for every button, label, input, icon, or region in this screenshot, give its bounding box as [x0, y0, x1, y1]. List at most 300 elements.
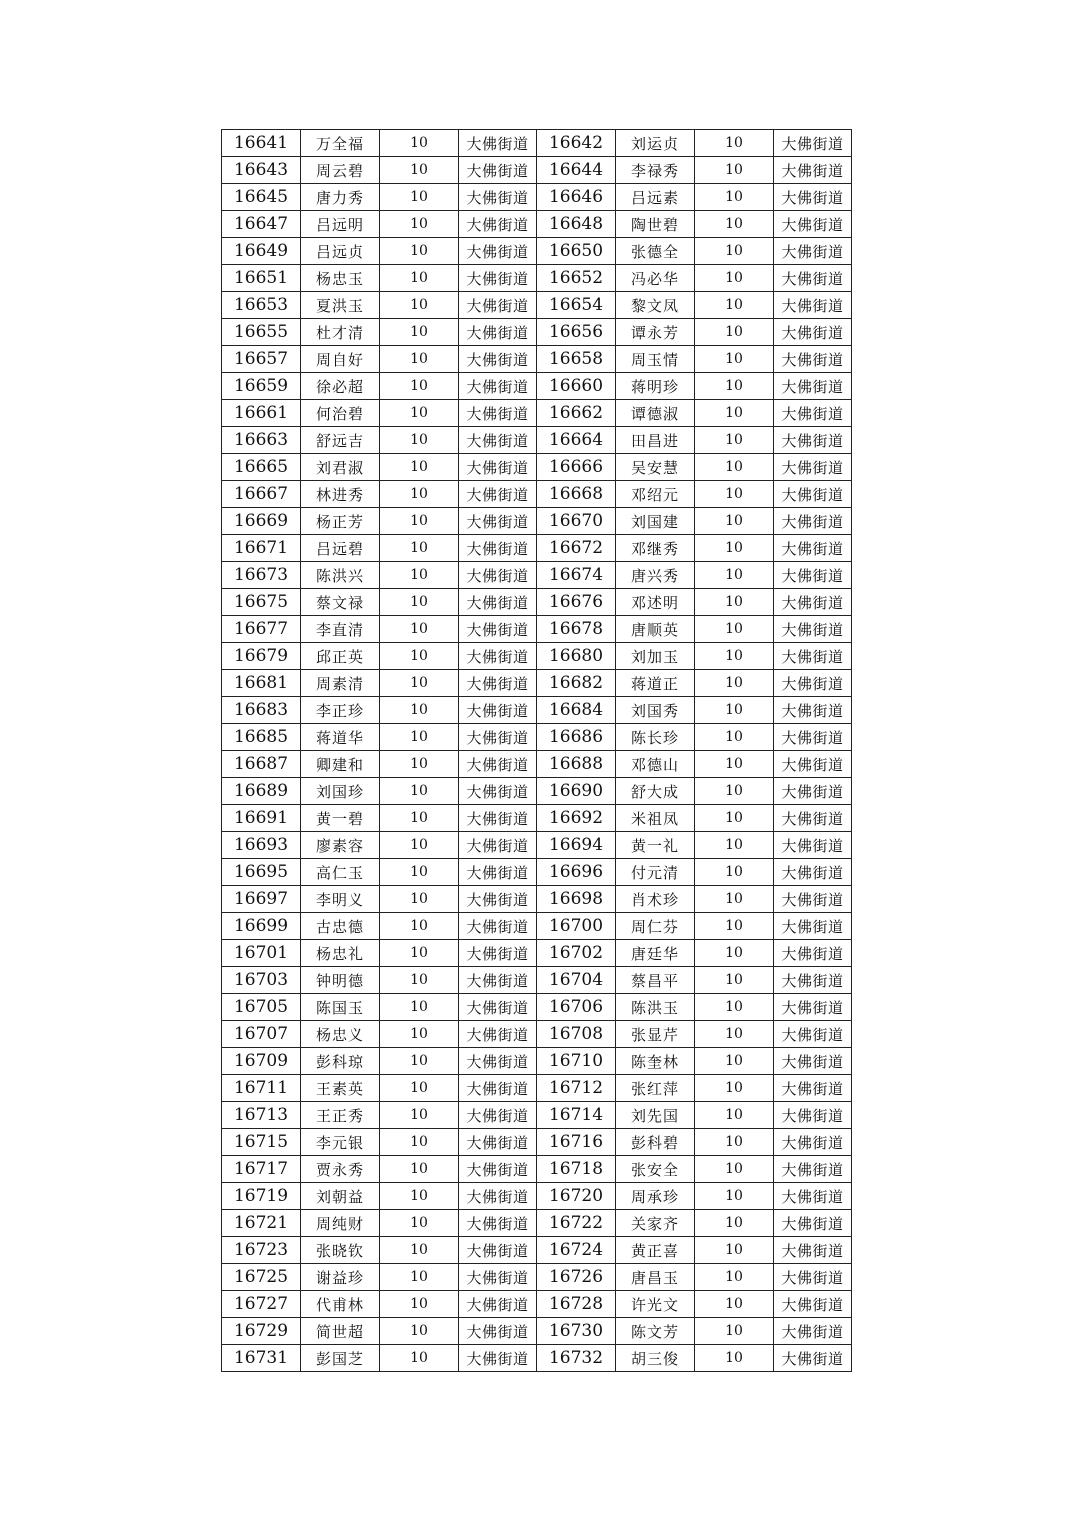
- table-row: [222, 1129, 852, 1156]
- amount-cell: 10: [380, 751, 459, 778]
- amount-cell: 10: [695, 670, 774, 697]
- amount-cell: 10: [380, 1345, 459, 1372]
- record-id-cell: 16713: [222, 1102, 301, 1129]
- person-name-cell: 吕远素: [616, 184, 695, 211]
- record-id-cell: 16709: [222, 1048, 301, 1075]
- street-cell: 大佛街道: [774, 994, 852, 1021]
- street-cell: 大佛街道: [774, 1075, 852, 1102]
- amount-cell: 10: [380, 994, 459, 1021]
- amount-cell: 10: [380, 319, 459, 346]
- record-id-cell: 16730: [537, 1318, 616, 1345]
- street-cell: 大佛街道: [774, 940, 852, 967]
- street-cell: 大佛街道: [774, 1183, 852, 1210]
- street-cell: 大佛街道: [774, 454, 852, 481]
- table-row: [222, 859, 852, 886]
- person-name-cell: 蔡昌平: [616, 967, 695, 994]
- record-id-cell: 16729: [222, 1318, 301, 1345]
- person-name-cell: 胡三俊: [616, 1345, 695, 1372]
- record-id-cell: 16694: [537, 832, 616, 859]
- street-cell: 大佛街道: [774, 130, 852, 157]
- record-id-cell: 16714: [537, 1102, 616, 1129]
- person-name-cell: 周云碧: [301, 157, 380, 184]
- street-cell: 大佛街道: [774, 535, 852, 562]
- amount-cell: 10: [695, 400, 774, 427]
- amount-cell: 10: [380, 238, 459, 265]
- person-name-cell: 黄一礼: [616, 832, 695, 859]
- record-id-cell: 16687: [222, 751, 301, 778]
- street-cell: 大佛街道: [774, 508, 852, 535]
- amount-cell: 10: [695, 616, 774, 643]
- street-cell: 大佛街道: [459, 346, 537, 373]
- street-cell: 大佛街道: [774, 886, 852, 913]
- street-cell: 大佛街道: [774, 1291, 852, 1318]
- record-id-cell: 16656: [537, 319, 616, 346]
- table-row: [222, 1048, 852, 1075]
- amount-cell: 10: [380, 1075, 459, 1102]
- amount-cell: 10: [380, 292, 459, 319]
- street-cell: 大佛街道: [459, 751, 537, 778]
- street-cell: 大佛街道: [774, 1210, 852, 1237]
- amount-cell: 10: [695, 643, 774, 670]
- street-cell: 大佛街道: [774, 832, 852, 859]
- person-name-cell: 万全福: [301, 130, 380, 157]
- person-name-cell: 杨忠义: [301, 1021, 380, 1048]
- table-row: [222, 886, 852, 913]
- record-id-cell: 16682: [537, 670, 616, 697]
- street-cell: 大佛街道: [459, 373, 537, 400]
- person-name-cell: 米祖凤: [616, 805, 695, 832]
- amount-cell: 10: [695, 184, 774, 211]
- street-cell: 大佛街道: [774, 1264, 852, 1291]
- amount-cell: 10: [695, 886, 774, 913]
- person-name-cell: 黎文凤: [616, 292, 695, 319]
- table-row: [222, 724, 852, 751]
- street-cell: 大佛街道: [774, 238, 852, 265]
- record-id-cell: 16706: [537, 994, 616, 1021]
- person-name-cell: 周承珍: [616, 1183, 695, 1210]
- record-id-cell: 16731: [222, 1345, 301, 1372]
- person-name-cell: 黄正喜: [616, 1237, 695, 1264]
- person-name-cell: 谭永芳: [616, 319, 695, 346]
- amount-cell: 10: [380, 1318, 459, 1345]
- street-cell: 大佛街道: [459, 1129, 537, 1156]
- street-cell: 大佛街道: [459, 643, 537, 670]
- record-id-cell: 16653: [222, 292, 301, 319]
- amount-cell: 10: [695, 1264, 774, 1291]
- table-row: [222, 481, 852, 508]
- person-name-cell: 舒远吉: [301, 427, 380, 454]
- person-name-cell: 张晓钦: [301, 1237, 380, 1264]
- table-row: [222, 535, 852, 562]
- record-id-cell: 16667: [222, 481, 301, 508]
- street-cell: 大佛街道: [774, 346, 852, 373]
- record-id-cell: 16642: [537, 130, 616, 157]
- record-id-cell: 16643: [222, 157, 301, 184]
- person-name-cell: 冯必华: [616, 265, 695, 292]
- record-id-cell: 16698: [537, 886, 616, 913]
- person-name-cell: 李明义: [301, 886, 380, 913]
- record-id-cell: 16670: [537, 508, 616, 535]
- amount-cell: 10: [695, 940, 774, 967]
- person-name-cell: 唐廷华: [616, 940, 695, 967]
- person-name-cell: 陈洪玉: [616, 994, 695, 1021]
- person-name-cell: 彭科碧: [616, 1129, 695, 1156]
- record-id-cell: 16661: [222, 400, 301, 427]
- amount-cell: 10: [695, 1345, 774, 1372]
- street-cell: 大佛街道: [459, 184, 537, 211]
- amount-cell: 10: [695, 508, 774, 535]
- street-cell: 大佛街道: [459, 400, 537, 427]
- amount-cell: 10: [380, 1237, 459, 1264]
- record-id-cell: 16641: [222, 130, 301, 157]
- street-cell: 大佛街道: [459, 1210, 537, 1237]
- person-name-cell: 谭德淑: [616, 400, 695, 427]
- amount-cell: 10: [695, 1075, 774, 1102]
- person-name-cell: 蒋道华: [301, 724, 380, 751]
- amount-cell: 10: [380, 886, 459, 913]
- street-cell: 大佛街道: [459, 211, 537, 238]
- amount-cell: 10: [695, 778, 774, 805]
- person-name-cell: 李元银: [301, 1129, 380, 1156]
- record-id-cell: 16650: [537, 238, 616, 265]
- amount-cell: 10: [380, 670, 459, 697]
- amount-cell: 10: [380, 805, 459, 832]
- table-row: [222, 1264, 852, 1291]
- person-name-cell: 王正秀: [301, 1102, 380, 1129]
- person-name-cell: 许光文: [616, 1291, 695, 1318]
- table-row: [222, 616, 852, 643]
- street-cell: 大佛街道: [774, 1345, 852, 1372]
- person-name-cell: 蒋道正: [616, 670, 695, 697]
- street-cell: 大佛街道: [459, 562, 537, 589]
- record-id-cell: 16680: [537, 643, 616, 670]
- amount-cell: 10: [695, 157, 774, 184]
- street-cell: 大佛街道: [459, 454, 537, 481]
- record-id-cell: 16686: [537, 724, 616, 751]
- amount-cell: 10: [695, 130, 774, 157]
- amount-cell: 10: [380, 157, 459, 184]
- street-cell: 大佛街道: [774, 157, 852, 184]
- record-id-cell: 16683: [222, 697, 301, 724]
- person-name-cell: 唐昌玉: [616, 1264, 695, 1291]
- amount-cell: 10: [380, 616, 459, 643]
- street-cell: 大佛街道: [459, 265, 537, 292]
- person-name-cell: 张红萍: [616, 1075, 695, 1102]
- street-cell: 大佛街道: [459, 1021, 537, 1048]
- table-row: [222, 319, 852, 346]
- record-id-cell: 16695: [222, 859, 301, 886]
- street-cell: 大佛街道: [459, 1075, 537, 1102]
- person-name-cell: 吴安慧: [616, 454, 695, 481]
- person-name-cell: 张德全: [616, 238, 695, 265]
- table-row: [222, 157, 852, 184]
- amount-cell: 10: [695, 238, 774, 265]
- amount-cell: 10: [380, 535, 459, 562]
- street-cell: 大佛街道: [459, 1102, 537, 1129]
- amount-cell: 10: [380, 859, 459, 886]
- amount-cell: 10: [695, 859, 774, 886]
- amount-cell: 10: [695, 319, 774, 346]
- table-row: [222, 130, 852, 157]
- person-name-cell: 周纯财: [301, 1210, 380, 1237]
- table-row: [222, 589, 852, 616]
- person-name-cell: 蔡文禄: [301, 589, 380, 616]
- amount-cell: 10: [380, 481, 459, 508]
- amount-cell: 10: [695, 535, 774, 562]
- amount-cell: 10: [695, 1102, 774, 1129]
- amount-cell: 10: [380, 1291, 459, 1318]
- person-name-cell: 周玉情: [616, 346, 695, 373]
- person-name-cell: 刘国秀: [616, 697, 695, 724]
- amount-cell: 10: [695, 481, 774, 508]
- record-id-cell: 16685: [222, 724, 301, 751]
- table-row: [222, 292, 852, 319]
- table-row: [222, 373, 852, 400]
- record-id-cell: 16732: [537, 1345, 616, 1372]
- street-cell: 大佛街道: [459, 292, 537, 319]
- amount-cell: 10: [380, 265, 459, 292]
- amount-cell: 10: [695, 1021, 774, 1048]
- amount-cell: 10: [380, 589, 459, 616]
- person-name-cell: 古忠德: [301, 913, 380, 940]
- table-row: [222, 1291, 852, 1318]
- street-cell: 大佛街道: [774, 292, 852, 319]
- person-name-cell: 刘国珍: [301, 778, 380, 805]
- person-name-cell: 刘国建: [616, 508, 695, 535]
- person-name-cell: 高仁玉: [301, 859, 380, 886]
- street-cell: 大佛街道: [459, 319, 537, 346]
- record-id-cell: 16676: [537, 589, 616, 616]
- person-name-cell: 卿建和: [301, 751, 380, 778]
- amount-cell: 10: [380, 697, 459, 724]
- amount-cell: 10: [695, 1048, 774, 1075]
- amount-cell: 10: [695, 1156, 774, 1183]
- street-cell: 大佛街道: [774, 670, 852, 697]
- street-cell: 大佛街道: [459, 481, 537, 508]
- record-id-cell: 16710: [537, 1048, 616, 1075]
- person-name-cell: 杨忠玉: [301, 265, 380, 292]
- amount-cell: 10: [695, 427, 774, 454]
- person-name-cell: 彭科琼: [301, 1048, 380, 1075]
- record-id-cell: 16681: [222, 670, 301, 697]
- person-name-cell: 简世超: [301, 1318, 380, 1345]
- amount-cell: 10: [695, 832, 774, 859]
- person-name-cell: 杜才清: [301, 319, 380, 346]
- person-name-cell: 吕远碧: [301, 535, 380, 562]
- table-row: [222, 562, 852, 589]
- table-row: [222, 697, 852, 724]
- record-id-cell: 16708: [537, 1021, 616, 1048]
- table-row: [222, 454, 852, 481]
- street-cell: 大佛街道: [459, 238, 537, 265]
- person-name-cell: 刘先国: [616, 1102, 695, 1129]
- street-cell: 大佛街道: [774, 1129, 852, 1156]
- amount-cell: 10: [695, 1129, 774, 1156]
- amount-cell: 10: [380, 1156, 459, 1183]
- person-name-cell: 张显芹: [616, 1021, 695, 1048]
- record-id-cell: 16649: [222, 238, 301, 265]
- record-id-cell: 16691: [222, 805, 301, 832]
- record-id-cell: 16727: [222, 1291, 301, 1318]
- amount-cell: 10: [380, 913, 459, 940]
- table-row: [222, 643, 852, 670]
- record-id-cell: 16707: [222, 1021, 301, 1048]
- table-row: [222, 994, 852, 1021]
- record-id-cell: 16665: [222, 454, 301, 481]
- table-row: [222, 211, 852, 238]
- person-name-cell: 彭国芝: [301, 1345, 380, 1372]
- record-id-cell: 16718: [537, 1156, 616, 1183]
- amount-cell: 10: [380, 724, 459, 751]
- street-cell: 大佛街道: [774, 562, 852, 589]
- person-name-cell: 邓继秀: [616, 535, 695, 562]
- street-cell: 大佛街道: [774, 778, 852, 805]
- record-id-cell: 16678: [537, 616, 616, 643]
- person-name-cell: 刘君淑: [301, 454, 380, 481]
- person-name-cell: 李正珍: [301, 697, 380, 724]
- street-cell: 大佛街道: [459, 1318, 537, 1345]
- record-id-cell: 16723: [222, 1237, 301, 1264]
- table-row: [222, 1318, 852, 1345]
- street-cell: 大佛街道: [459, 130, 537, 157]
- amount-cell: 10: [380, 832, 459, 859]
- record-id-cell: 16666: [537, 454, 616, 481]
- table-row: [222, 238, 852, 265]
- table-row: [222, 265, 852, 292]
- street-cell: 大佛街道: [459, 778, 537, 805]
- person-name-cell: 王素英: [301, 1075, 380, 1102]
- record-id-cell: 16668: [537, 481, 616, 508]
- street-cell: 大佛街道: [459, 886, 537, 913]
- record-id-cell: 16671: [222, 535, 301, 562]
- record-id-cell: 16657: [222, 346, 301, 373]
- amount-cell: 10: [695, 1318, 774, 1345]
- record-id-cell: 16662: [537, 400, 616, 427]
- table-row: [222, 1021, 852, 1048]
- person-name-cell: 陈洪兴: [301, 562, 380, 589]
- roster-table-body: [222, 130, 852, 1372]
- street-cell: 大佛街道: [459, 1345, 537, 1372]
- table-row: [222, 751, 852, 778]
- amount-cell: 10: [380, 967, 459, 994]
- record-id-cell: 16673: [222, 562, 301, 589]
- amount-cell: 10: [380, 373, 459, 400]
- record-id-cell: 16722: [537, 1210, 616, 1237]
- street-cell: 大佛街道: [459, 508, 537, 535]
- person-name-cell: 刘朝益: [301, 1183, 380, 1210]
- person-name-cell: 周仁芬: [616, 913, 695, 940]
- record-id-cell: 16719: [222, 1183, 301, 1210]
- record-id-cell: 16660: [537, 373, 616, 400]
- street-cell: 大佛街道: [774, 427, 852, 454]
- record-id-cell: 16654: [537, 292, 616, 319]
- street-cell: 大佛街道: [459, 535, 537, 562]
- street-cell: 大佛街道: [774, 481, 852, 508]
- record-id-cell: 16697: [222, 886, 301, 913]
- street-cell: 大佛街道: [774, 1318, 852, 1345]
- street-cell: 大佛街道: [774, 805, 852, 832]
- person-name-cell: 吕远明: [301, 211, 380, 238]
- table-row: [222, 427, 852, 454]
- person-name-cell: 杨正芳: [301, 508, 380, 535]
- person-name-cell: 关家齐: [616, 1210, 695, 1237]
- amount-cell: 10: [380, 1210, 459, 1237]
- person-name-cell: 代甫林: [301, 1291, 380, 1318]
- table-row: [222, 1237, 852, 1264]
- table-row: [222, 913, 852, 940]
- table-row: [222, 508, 852, 535]
- record-id-cell: 16672: [537, 535, 616, 562]
- person-name-cell: 唐力秀: [301, 184, 380, 211]
- street-cell: 大佛街道: [459, 724, 537, 751]
- street-cell: 大佛街道: [774, 373, 852, 400]
- street-cell: 大佛街道: [459, 616, 537, 643]
- record-id-cell: 16658: [537, 346, 616, 373]
- street-cell: 大佛街道: [459, 1264, 537, 1291]
- record-id-cell: 16663: [222, 427, 301, 454]
- street-cell: 大佛街道: [774, 1102, 852, 1129]
- record-id-cell: 16696: [537, 859, 616, 886]
- street-cell: 大佛街道: [774, 697, 852, 724]
- street-cell: 大佛街道: [774, 751, 852, 778]
- person-name-cell: 蒋明珍: [616, 373, 695, 400]
- amount-cell: 10: [695, 589, 774, 616]
- amount-cell: 10: [695, 562, 774, 589]
- amount-cell: 10: [695, 913, 774, 940]
- street-cell: 大佛街道: [774, 319, 852, 346]
- record-id-cell: 16659: [222, 373, 301, 400]
- record-id-cell: 16716: [537, 1129, 616, 1156]
- record-id-cell: 16728: [537, 1291, 616, 1318]
- record-id-cell: 16677: [222, 616, 301, 643]
- table-row: [222, 1156, 852, 1183]
- street-cell: 大佛街道: [459, 1291, 537, 1318]
- table-row: [222, 1183, 852, 1210]
- person-name-cell: 邓绍元: [616, 481, 695, 508]
- street-cell: 大佛街道: [774, 1021, 852, 1048]
- record-id-cell: 16726: [537, 1264, 616, 1291]
- record-id-cell: 16720: [537, 1183, 616, 1210]
- amount-cell: 10: [380, 346, 459, 373]
- record-id-cell: 16679: [222, 643, 301, 670]
- street-cell: 大佛街道: [459, 805, 537, 832]
- amount-cell: 10: [695, 373, 774, 400]
- table-row: [222, 400, 852, 427]
- record-id-cell: 16648: [537, 211, 616, 238]
- roster-table: [221, 129, 852, 1372]
- street-cell: 大佛街道: [459, 859, 537, 886]
- street-cell: 大佛街道: [459, 1156, 537, 1183]
- record-id-cell: 16692: [537, 805, 616, 832]
- amount-cell: 10: [695, 346, 774, 373]
- record-id-cell: 16699: [222, 913, 301, 940]
- amount-cell: 10: [380, 400, 459, 427]
- amount-cell: 10: [380, 454, 459, 481]
- street-cell: 大佛街道: [459, 697, 537, 724]
- person-name-cell: 徐必超: [301, 373, 380, 400]
- street-cell: 大佛街道: [774, 1048, 852, 1075]
- record-id-cell: 16664: [537, 427, 616, 454]
- person-name-cell: 贾永秀: [301, 1156, 380, 1183]
- amount-cell: 10: [695, 1291, 774, 1318]
- street-cell: 大佛街道: [774, 616, 852, 643]
- amount-cell: 10: [380, 1048, 459, 1075]
- person-name-cell: 陈国玉: [301, 994, 380, 1021]
- amount-cell: 10: [380, 427, 459, 454]
- amount-cell: 10: [695, 1183, 774, 1210]
- person-name-cell: 肖术珍: [616, 886, 695, 913]
- record-id-cell: 16693: [222, 832, 301, 859]
